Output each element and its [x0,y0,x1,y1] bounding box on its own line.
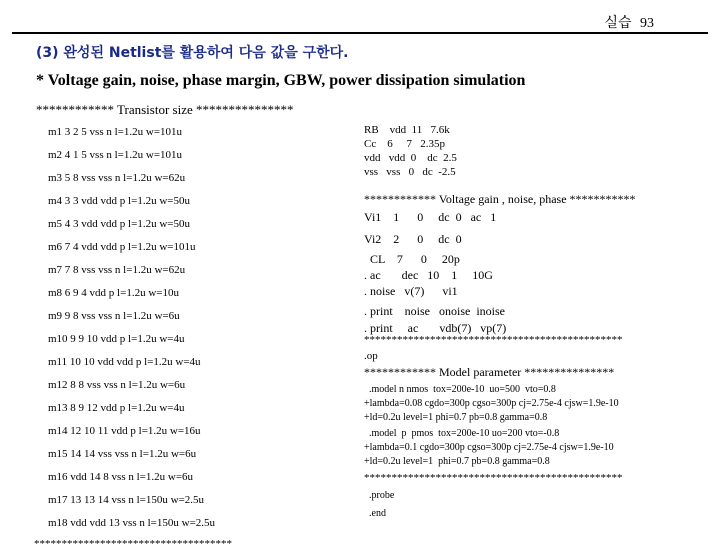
netlist-line: m1 3 2 5 vss n l=1.2u w=101u [48,126,183,138]
netlist-line: m11 10 10 vdd vdd p l=1.2u w=4u [48,356,201,368]
netlist-line: m3 5 8 vss vss n l=1.2u w=62u [48,172,186,184]
header-label: 실습 [604,15,632,31]
netlist-line: m8 6 9 4 vdd p l=1.2u w=10u [48,287,179,299]
star-divider: *********************************************** [364,472,623,484]
netlist-line: +lambda=0.1 cgdo=300p cgso=300p cj=2.75e-4 cjsw=1.9e-10 [364,442,614,453]
netlist-line: .probe [364,490,395,501]
page-header [604,12,654,32]
netlist-line: m7 7 8 vss vss n l=1.2u w=62u [48,264,186,276]
star-divider: *********************************************** [364,334,623,346]
netlist-line: +ld=0.2u level=1 phi=0.7 pb=0.8 gamma=0.8 [364,412,548,423]
netlist-line: RB vdd 11 7.6k [364,124,450,136]
header-rule [12,32,708,34]
netlist-line: m2 4 1 5 vss n l=1.2u w=101u [48,149,183,161]
netlist-line: m9 9 8 vss vss n l=1.2u w=6u [48,310,180,322]
transistor-size-title: ************ Transistor size *************** [36,102,294,117]
netlist-line: m10 9 9 10 vdd p l=1.2u w=4u [48,333,185,345]
section-heading: (3) 완성된 Netlist를 활용하여 다음 값을 구한다. [36,45,349,61]
simulation-subheading: * Voltage gain, noise, phase margin, GBW, power dissipation simulation [36,72,526,89]
netlist-line: . print ac vdb(7) vp(7) [364,321,507,335]
transistor-netlist [34,102,356,550]
netlist-line: m4 3 3 vdd vdd p l=1.2u w=50u [48,195,190,207]
netlist-line: m13 8 9 12 vdd p l=1.2u w=4u [48,402,185,414]
netlist-line: m14 12 10 11 vdd p l=1.2u w=16u [48,425,201,437]
netlist-line: +lambda=0.08 cgdo=300p cgso=300p cj=2.75e-4 cjsw=1.9e-10 [364,398,619,409]
netlist-line: . noise v(7) vi1 [364,284,458,298]
netlist-line: vss vss 0 dc -2.5 [364,166,456,178]
netlist-line: . print noise onoise inoise [364,304,505,318]
left-star-divider: ************************************ [34,538,232,550]
netlist-line: m12 8 8 vss vss n l=1.2u w=6u [48,379,186,391]
voltage-gain-title: ************ Voltage gain , noise, phase *********** [364,192,636,206]
netlist-line: .op [364,350,378,362]
netlist-line: m6 7 4 vdd vdd p l=1.2u w=101u [48,241,196,253]
netlist-line: .end [364,508,386,519]
model-parameter-title: ************ Model parameter *************** [364,365,615,379]
netlist-line: +ld=0.2u level=1 phi=0.7 pb=0.8 gamma=0.8 [364,456,550,467]
netlist-line: m17 13 13 14 vss n l=150u w=2.5u [48,494,205,506]
netlist-line: m18 vdd vdd 13 vss n l=150u w=2.5u [48,517,216,529]
netlist-line: .model n nmos tox=200e-10 uo=500 vto=0.8 [364,384,556,395]
netlist-line: m16 vdd 14 8 vss n l=1.2u w=6u [48,471,194,483]
netlist-line: Vi2 2 0 dc 0 [364,232,462,246]
netlist-line: vdd vdd 0 dc 2.5 [364,152,457,164]
netlist-line: Cc 6 7 2.35p [364,138,445,150]
netlist-line: . ac dec 10 1 10G [364,268,493,282]
netlist-line: .model p pmos tox=200e-10 uo=200 vto=-0.8 [364,428,560,439]
page-number: 93 [640,16,654,31]
netlist-line: m15 14 14 vss vss n l=1.2u w=6u [48,448,197,460]
netlist-line: m5 4 3 vdd vdd p l=1.2u w=50u [48,218,190,230]
netlist-line: Vi1 1 0 dc 0 ac 1 [364,210,497,224]
netlist-line: CL 7 0 20p [364,252,460,266]
